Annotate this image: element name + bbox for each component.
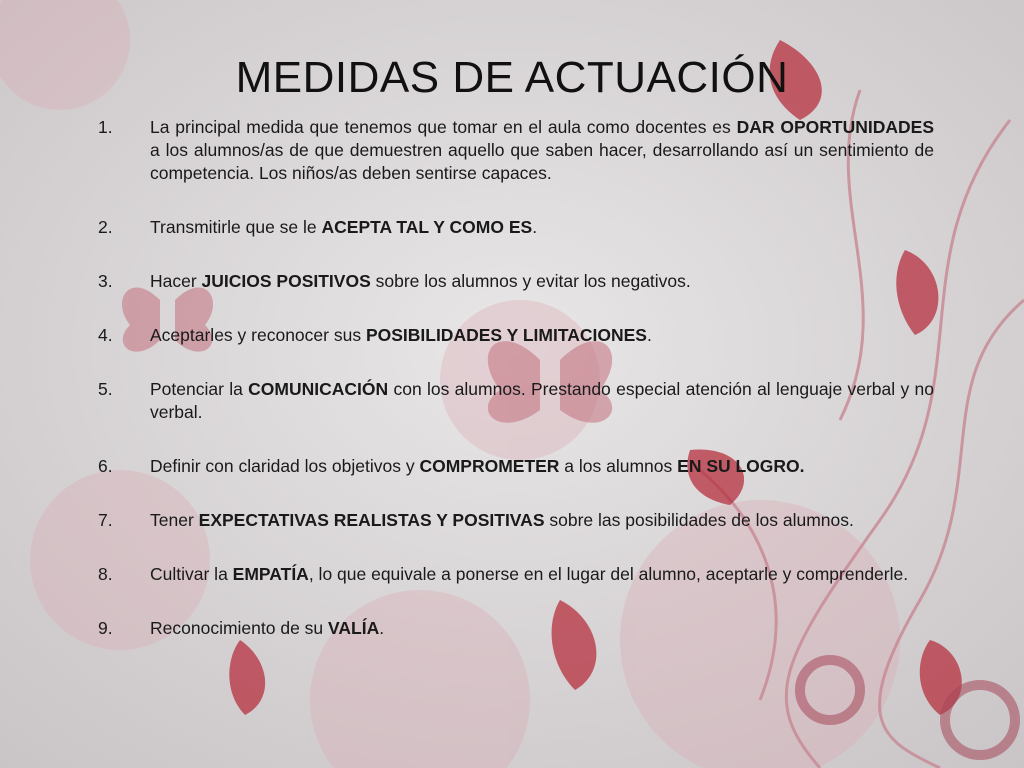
- slide-title: MEDIDAS DE ACTUACIÓN: [235, 53, 789, 103]
- body-text: Hacer: [150, 271, 202, 291]
- list-item-number: 8.: [98, 564, 113, 584]
- list-item-number: 5.: [98, 379, 113, 399]
- list-item-number: 2.: [98, 217, 113, 237]
- emphasis-text: EMPATÍA: [232, 564, 309, 584]
- list-item-text: [150, 509, 934, 532]
- list-item-number: 4.: [98, 325, 113, 345]
- list-item-text: [150, 116, 934, 185]
- list-item-number: 6.: [98, 456, 113, 476]
- emphasis-text: VALÍA: [328, 618, 380, 638]
- list-item: [98, 378, 934, 424]
- list-item-text: [150, 378, 934, 424]
- body-text: .: [379, 618, 385, 638]
- body-text: Definir con claridad los objetivos y: [150, 456, 420, 476]
- body-text: .: [532, 217, 538, 237]
- list-item-text: [150, 617, 934, 640]
- list-item: [98, 455, 934, 478]
- list-item-text: [150, 216, 934, 239]
- list-item: [98, 563, 934, 586]
- body-text: a los alumnos: [559, 456, 678, 476]
- list-item-number: 7.: [98, 510, 113, 530]
- emphasis-text: COMUNICACIÓN: [248, 379, 389, 399]
- list-item: [98, 270, 934, 293]
- body-text: Reconocimiento de su: [150, 618, 329, 638]
- body-text: Aceptarles y reconocer sus: [150, 325, 366, 345]
- body-text: Cultivar la: [150, 564, 233, 584]
- emphasis-text: POSIBILIDADES Y LIMITACIONES: [365, 325, 647, 345]
- body-text: .: [646, 325, 652, 345]
- list-item-number: 9.: [98, 618, 113, 638]
- measures-list: [98, 116, 934, 671]
- body-text: La principal medida que tenemos que tomar en el aula como docentes es: [150, 117, 737, 137]
- list-item-number: 1.: [98, 117, 113, 137]
- body-text: Transmitirle que se le: [150, 217, 322, 237]
- emphasis-text: COMPROMETER: [419, 456, 560, 476]
- body-text: sobre las posibilidades de los alumnos.: [544, 510, 854, 530]
- body-text: sobre los alumnos y evitar los negativos.: [370, 271, 691, 291]
- list-item: [98, 116, 934, 185]
- body-text: a los alumnos/as de que demuestren aquello que saben hacer, desarrollando así un sentimiento de competencia. Los niños/as deben sentirse capaces.: [150, 140, 934, 183]
- emphasis-text: EXPECTATIVAS REALISTAS Y POSITIVAS: [198, 510, 545, 530]
- list-item: [98, 509, 934, 532]
- list-item: [98, 324, 934, 347]
- list-item-text: [150, 455, 934, 478]
- body-text: Tener: [150, 510, 199, 530]
- emphasis-text: JUICIOS POSITIVOS: [201, 271, 371, 291]
- body-text: con los alumnos. Prestando especial atención al lenguaje verbal y no verbal.: [150, 379, 934, 422]
- list-item-number: 3.: [98, 271, 113, 291]
- list-item-text: [150, 270, 934, 293]
- emphasis-text: ACEPTA TAL Y COMO ES: [321, 217, 533, 237]
- list-item-text: [150, 324, 934, 347]
- emphasis-text: EN SU LOGRO.: [677, 456, 805, 476]
- body-text: Potenciar la: [150, 379, 249, 399]
- list-item-text: [150, 563, 934, 586]
- body-text: , lo que equivale a ponerse en el lugar del alumno, aceptarle y comprenderle.: [308, 564, 909, 584]
- list-item: [98, 216, 934, 239]
- emphasis-text: DAR OPORTUNIDADES: [736, 117, 934, 137]
- list-item: [98, 617, 934, 640]
